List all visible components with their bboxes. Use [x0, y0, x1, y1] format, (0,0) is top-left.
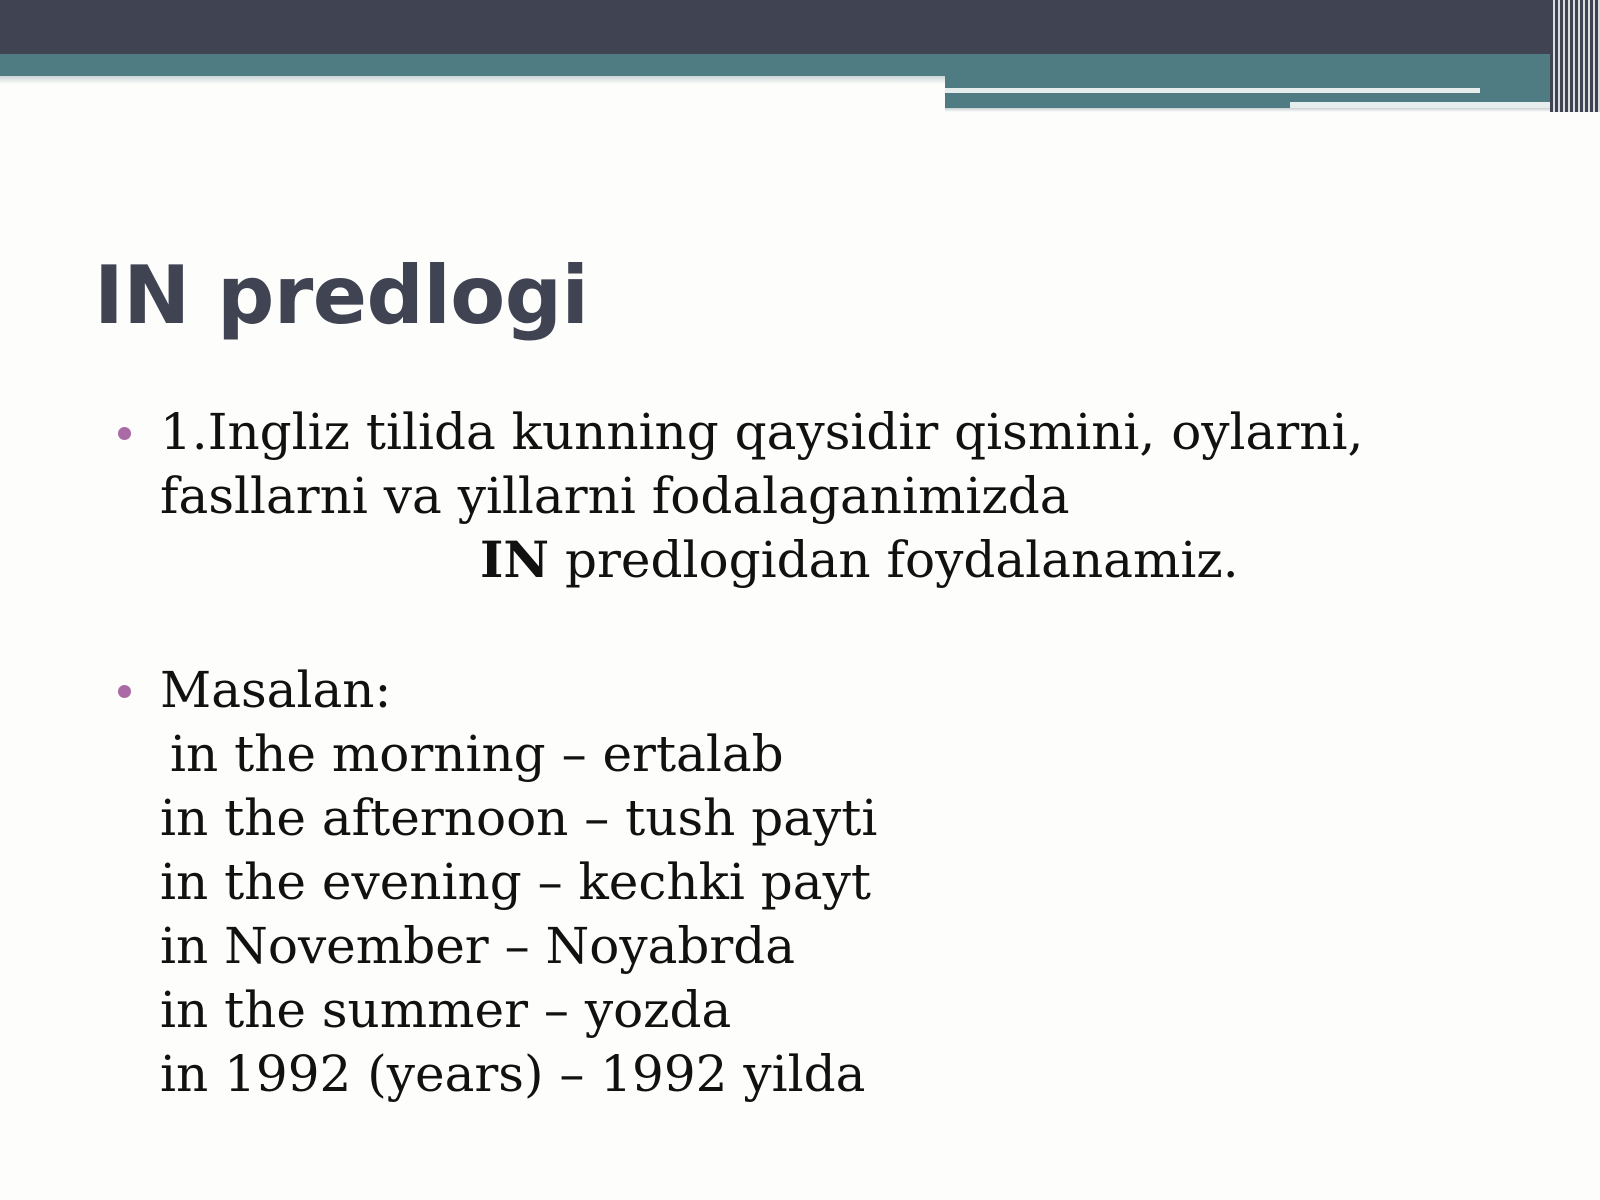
example-line: in 1992 (years) – 1992 yilda	[160, 1045, 866, 1103]
example-line: in the summer – yozda	[160, 981, 732, 1039]
rule-line-3-rest: predlogidan foydalanamiz.	[549, 531, 1239, 589]
rule-line-1: 1.Ingliz tilida kunning qaysidir qismini, oylarni,	[160, 403, 1364, 461]
bullet-item-rule	[110, 400, 1550, 592]
bullet-dot-icon	[118, 427, 131, 440]
header-band-teal	[0, 54, 1600, 76]
example-line: in the evening – kechki payt	[160, 853, 871, 911]
example-line: in November – Noyabrda	[160, 917, 796, 975]
rule-keyword: IN	[480, 530, 550, 589]
examples-list	[160, 722, 1550, 1106]
header-right-shadow	[945, 108, 1585, 112]
bullet-dot-icon	[118, 685, 131, 698]
slide-title: IN predlogi	[94, 249, 589, 342]
slide-body	[110, 400, 1550, 1106]
rule-line-2: fasllarni va yillarni fodalaganimizda	[160, 467, 1070, 525]
example-line: in the afternoon – tush payti	[160, 789, 878, 847]
example-line: in the morning – ertalab	[170, 725, 784, 783]
examples-label: Masalan:	[160, 661, 392, 719]
header-stripes	[1550, 0, 1600, 112]
rule-line-3	[160, 528, 1550, 592]
header-band-dark	[0, 0, 1600, 54]
header-right-line	[945, 88, 1480, 93]
spacer	[110, 592, 1550, 658]
bullet-item-examples	[110, 658, 1550, 1106]
header-band-shadow	[0, 76, 945, 84]
